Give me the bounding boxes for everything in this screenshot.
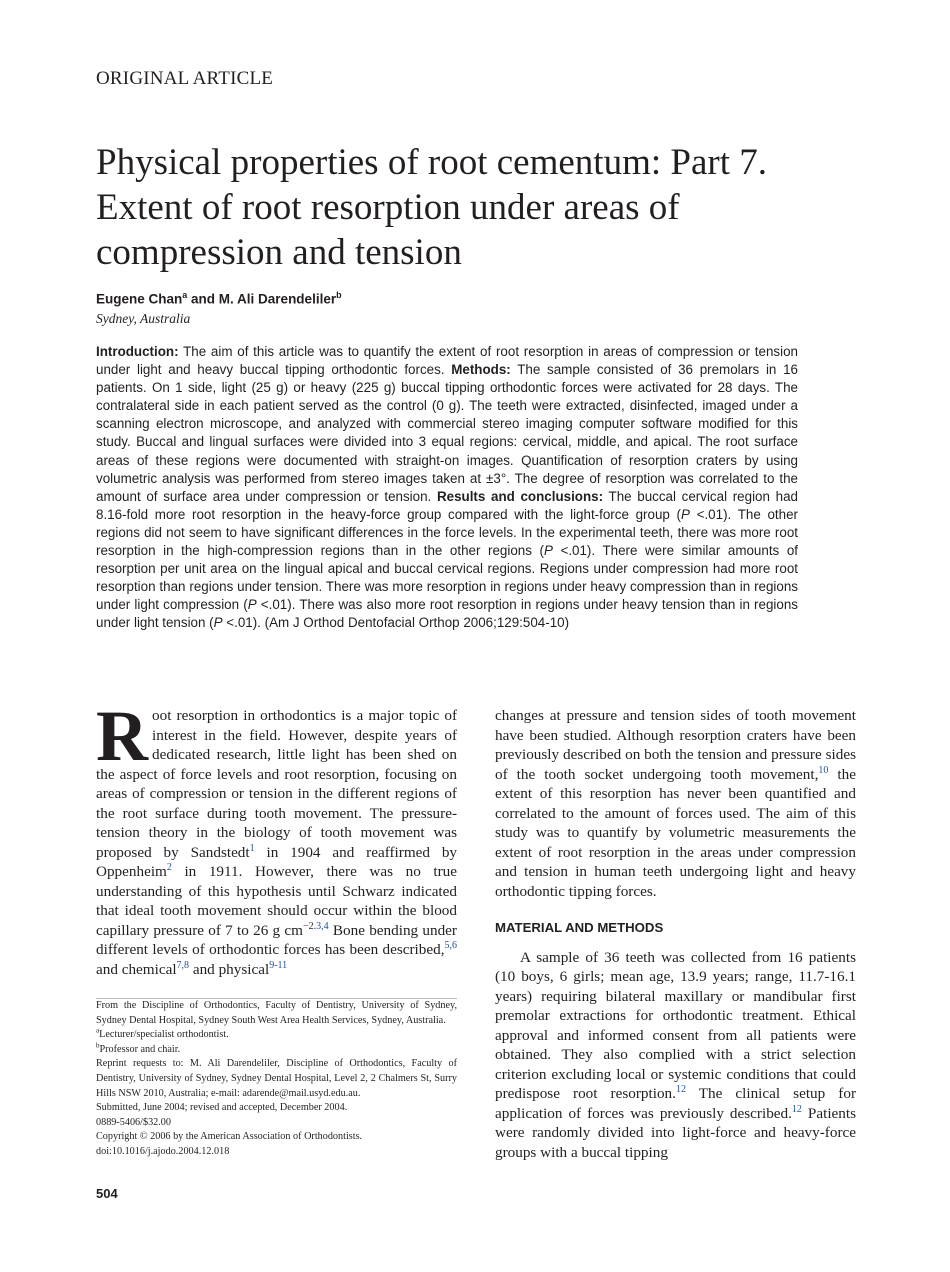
body-text: A sample of 36 teeth was collected from 16 patients (10 boys, 6 girls; mean age, 13.9 years; range, 11.7-16.1 years) requiring bilateral maxillary or mandibular first premolar extractions for orthodontic treatment. Ethical approval and informed consent from all patients were obtained. They also complied with a strict selection criterion excluding local or systemic conditions that could predispose root resorption. [495,948,856,1102]
drop-cap: R [96,696,148,776]
author-line [96,290,342,307]
body-paragraph [96,696,458,979]
footnote-text: Professor and chair. [99,1043,181,1055]
footnote-marker: b [96,1041,100,1050]
body-text: in 1904 and reaffirmed by Oppenheim [96,843,458,880]
abstract-text: The buccal cervical region had 8.16-fold more root resorption in the heavy-force group compared with the light-force group ( [96,488,798,522]
reference-link[interactable]: 1 [249,842,255,854]
section-heading: MATERIAL AND METHODS [495,920,664,935]
reference-link[interactable]: 9-11 [269,959,288,971]
author-name: M. Ali Darendeliler [218,291,337,307]
exponent: −2 [302,920,314,932]
footnote-issn: 0889-5406/$32.00 [96,1116,171,1128]
abstract-label-results: Results and conclusions: [436,488,604,504]
affiliation-marker: a [182,290,188,300]
footnote-marker: a [96,1026,100,1035]
reference-link[interactable]: 5,6 [444,939,457,951]
reference-link[interactable]: 10 [818,764,829,776]
body-text: Bone bending under different levels of orthodontic forces has been described, [96,921,457,958]
p-symbol: P [543,543,553,559]
body-text: and physical [189,960,270,978]
abstract-label-introduction: Introduction: [96,344,179,359]
body-text: Patients were randomly divided into light-force and heavy-force groups with a buccal tipping [495,1104,857,1161]
body-text: and chemical [96,960,177,978]
footnote-b [96,1043,457,1058]
body-text: The clinical setup for application of forces was previously described. [495,1085,856,1122]
reference-link[interactable]: 12 [675,1083,686,1095]
body-text: changes at pressure and tension sides of tooth movement have been studied. Although resorption craters have been previously described on both the tension and pressure sides of the tooth socket undergoing tooth movement, [495,707,856,783]
footnote-doi[interactable]: doi:10.1016/j.ajodo.2004.12.018 [96,1145,230,1157]
reference-link[interactable]: 2 [166,861,172,873]
footnote-affiliation: From the Discipline of Orthodontics, Faculty of Dentistry, University of Sydney, Sydney Dental Hospital, Sydney South West Area Health Services, Sydney, Australia. [96,1000,457,1026]
footnote-text: Lecturer/specialist orthodontist. [99,1029,229,1041]
reference-link[interactable]: .3,4 [313,920,329,932]
body-text: in 1911. However, there was no true understanding of this hypothesis until Schwarz indicated that ideal tooth movement should occur within the blood capillary pressure of 7 to 26 g cm [96,863,457,939]
reference-link[interactable]: 12 [791,1103,802,1115]
abstract-label-methods: Methods: [451,362,511,378]
footnote-reprint: Reprint requests to: M. Ali Darendeliler, Discipline of Orthodontics, Faculty of Dentistry, University of Sydney, Sydney Dental Hospital, Level 2, 2 Chalmers St, Surry Hills NSW 2010, Australia; e-mail: adarende@mail.usyd.edu.au. [96,1058,457,1099]
p-symbol: P [681,506,690,522]
abstract-text: <.01). (Am J Orthod Dentofacial Orthop 2006;129:504-10) [222,615,570,631]
article-title: Physical properties of root cementum: Part 7. Extent of root resorption under areas of compression and tension [96,142,767,273]
footnote-copyright: Copyright © 2006 by the American Association of Orthodontists. [96,1131,363,1143]
body-text: the extent of this resorption has never been quantified and correlated to the amount of forces used. The aim of this study was to quantify by volumetric measurements the extent of root resorption in the areas under compression and tension in human teeth undergoing light and heavy orthodontic tipping forces. [495,765,856,900]
page-number: 504 [96,1186,118,1201]
body-column-right [495,706,856,1162]
author-location: Sydney, Australia [96,311,191,326]
abstract-text: The sample consisted of 36 premolars in 16 patients. On 1 side, light (25 g) or heavy (225 g) buccal tipping orthodontic forces were activated for 28 days. The contralateral side in each patient served as the control (0 g). The teeth were extracted, disinfected, imaged under a scanning electron microscope, and analyzed with commercial stereo imaging computer software modified for this study. Buccal and lingual surfaces were divided into 3 equal regions: cervical, middle, and apical. The root surface areas of these regions were documented with straight-on images. Quantification of resorption craters by using volumetric analysis was performed from stereo images taken at ±3°. The degree of resorption was correlated to the amount of surface area under compression or tension. [96,362,798,504]
affiliation-marker: b [336,290,342,300]
p-symbol: P [247,597,257,613]
footnote-submitted: Submitted, June 2004; revised and accepted, December 2004. [96,1102,348,1114]
body-column-left [96,696,458,979]
author-conjunction: and [187,291,219,307]
section-label: ORIGINAL ARTICLE [96,68,274,89]
abstract-text: <.01). There was also more root resorption in regions under heavy tension than in regions under light tension ( [96,597,798,631]
footnotes [96,998,457,1160]
footnote-a [96,1028,457,1043]
p-symbol: P [213,615,223,631]
abstract-text: The aim of this article was to quantify the extent of root resorption in areas of compression or tension under light and heavy buccal tipping orthodontic forces. [96,344,798,378]
abstract [96,343,798,633]
abstract-text: <.01). There were similar amounts of resorption per unit area on the lingual apical and buccal cervical regions. Regions under compression had more root resorption than regions under tension. There was more resorption in regions under heavy compression than in regions under light compression ( [96,543,798,613]
body-paragraph [495,948,856,1163]
author-name: Eugene Chan [96,291,183,307]
body-paragraph [495,706,856,901]
body-text: oot resorption in orthodontics is a major topic of interest in the field. However, despite years of dedicated research, little light has been shed on the aspect of force levels and root resorption, focusing on areas of compression or tension in the different regions of the root surface during tooth movement. The pressure-tension theory in the biology of tooth movement was proposed by Sandstedt [96,707,457,861]
abstract-text: <.01). The other regions did not seem to have significant differences in the force levels. In the experimental teeth, there was more root resorption in the high-compression regions than in the other regions ( [96,506,798,559]
reference-link[interactable]: 7,8 [176,959,190,971]
